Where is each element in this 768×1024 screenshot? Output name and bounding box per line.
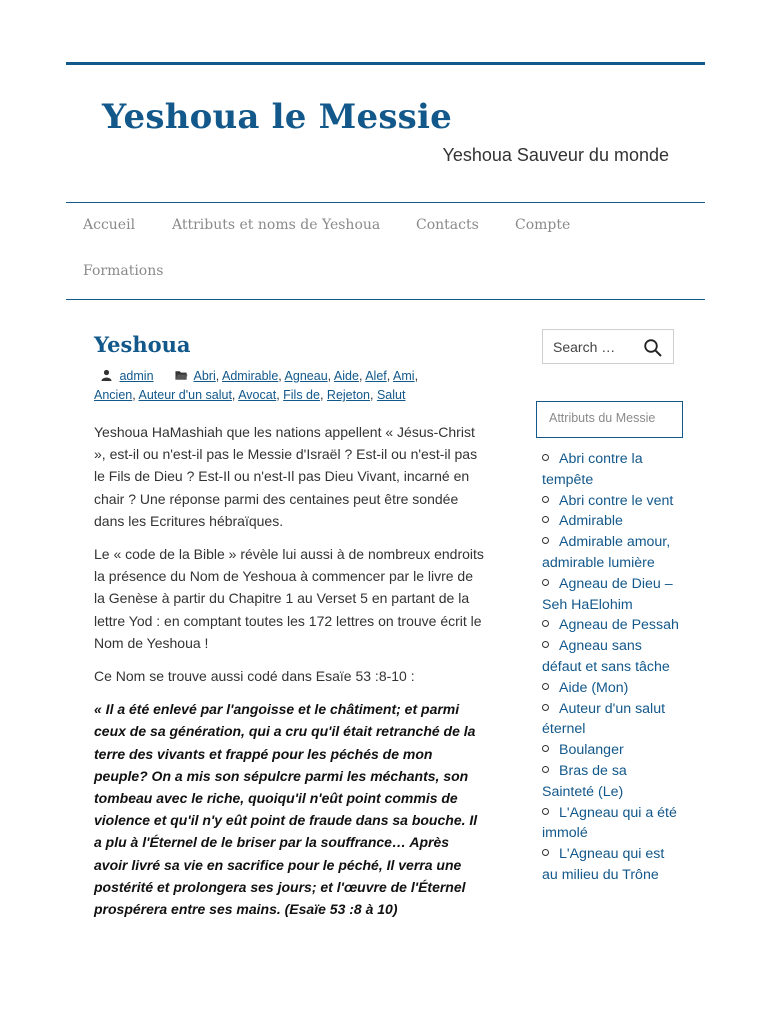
tag-link[interactable]: Rejeton [326,388,371,402]
folder-icon [175,369,188,381]
site-header [66,65,705,203]
attribute-link[interactable]: Agneau sans défaut et sans tâche [542,638,670,675]
post-content [94,332,486,931]
list-item [542,574,682,616]
tag-link[interactable]: Avocat [238,388,277,402]
attribute-link[interactable]: Aide (Mon) [559,679,629,696]
attribute-link[interactable]: Abri contre la tempête [542,451,643,488]
tag-link[interactable]: Fils de [283,388,320,402]
list-item [542,636,682,678]
nav-item-compte[interactable]: Compte [515,217,571,233]
nav-item-formations[interactable]: Formations [83,263,164,279]
list-item [542,532,682,574]
list-item [542,761,682,803]
user-icon [100,369,113,381]
attribute-link[interactable]: L'Agneau qui est au milieu du Trône [542,846,665,883]
widget-title: Attributs du Messie [536,401,683,438]
scripture-quote: « Il a été enlevé par l'angoisse et le châtiment; et parmi ceux de sa génération, qui a cru qu'il était retranché de la terre des vivants et frappé pour les péchés de mon peuple? On a mis son sépulcre parmi les méchants, son tombeau avec le riche, quoiqu'il n'eût point commis de violence et qu'il n'y eût point de fraude dans sa bouche. Il a plu à l'Éternel de le briser par la souffrance… Après avoir livré sa vie en sacrifice pour le péché, Il verra une postérité et prolongera ses jours; et l'œuvre de l'Éternel prospérera entre ses mains. (Esaïe 53 :8 à 10) [94,701,478,918]
tag-link[interactable]: Aide [333,369,359,383]
tag-link[interactable]: Salut [376,388,406,402]
attribute-link[interactable]: Agneau de Dieu – Seh HaElohim [542,575,673,613]
paragraph: Yeshoua HaMashiah que les nations appellent « Jésus-Christ », est-il ou n'est-il pas le Messie d'Israël ? Est-il ou n'est-il pas le Fils de Dieu ? Est-Il ou n'est-Il pas Dieu Vivant, incarné en chair ? Une réponse parmi des centaines peut être sondée dans les Ecritures hébraïques. [94,424,478,529]
list-item [542,511,682,532]
attribute-link[interactable]: L'Agneau qui a été immolé [542,804,677,842]
tag-link[interactable]: Admirable [222,369,279,383]
attributes-list [542,449,682,886]
search-form [542,329,674,364]
nav-item-contacts[interactable]: Contacts [416,217,479,233]
list-item [542,803,682,845]
attribute-link[interactable]: Auteur d'un salut éternel [542,700,666,738]
tag-link[interactable]: Ami [393,369,415,383]
site-title[interactable]: Yeshoua le Messie [102,97,452,137]
post-meta: admin Abri, Admirable, Agneau, Aide, Alef, Ami, Ancien, Auteur d'un salut, Avocat, Fils de, Rejeton, Salut [94,369,419,402]
tag-link[interactable]: Ancien [94,388,133,402]
attribute-link[interactable]: Agneau de Pessah [559,617,679,634]
search-icon[interactable] [643,338,663,358]
attribute-link[interactable]: Abri contre le vent [559,492,674,509]
post-body [94,421,486,920]
nav-item-attributs[interactable]: Attributs et noms de Yeshoua [172,217,381,233]
attribute-link[interactable]: Admirable amour, admirable lumière [542,534,671,571]
tag-link[interactable]: Auteur d'un salut [138,388,232,402]
list-item [542,491,682,512]
list-item [542,615,682,636]
paragraph: Ce Nom se trouve aussi codé dans Esaïe 53 :8-10 : [94,668,415,685]
main-navigation [66,203,705,300]
post-title[interactable]: Yeshoua [94,332,191,357]
list-item [542,844,682,886]
page-container [66,62,705,918]
list-item [542,740,682,761]
tag-link[interactable]: Agneau [284,369,328,383]
list-item [542,699,682,741]
attribute-link[interactable]: Boulanger [559,742,624,759]
tag-link[interactable]: Abri [193,369,216,383]
list-item [542,678,682,699]
attribute-link[interactable]: Bras de sa Sainteté (Le) [542,762,627,800]
search-input[interactable] [553,337,638,357]
nav-item-accueil[interactable]: Accueil [83,217,136,233]
paragraph: Le « code de la Bible » révèle lui aussi à de nombreux endroits la présence du Nom de Yeshoua à commencer par le livre de la Genèse à partir du Chapitre 1 au Verset 5 en partant de la lettre Yod : en comptant toutes les 172 lettres on trouve écrit le Nom de Yeshoua ! [94,546,484,651]
list-item [542,449,682,491]
site-tagline: Yeshoua Sauveur du monde [442,145,669,165]
attribute-link[interactable]: Admirable [559,513,623,530]
tag-link[interactable]: Alef [365,369,387,383]
author-link[interactable]: admin [119,369,154,383]
